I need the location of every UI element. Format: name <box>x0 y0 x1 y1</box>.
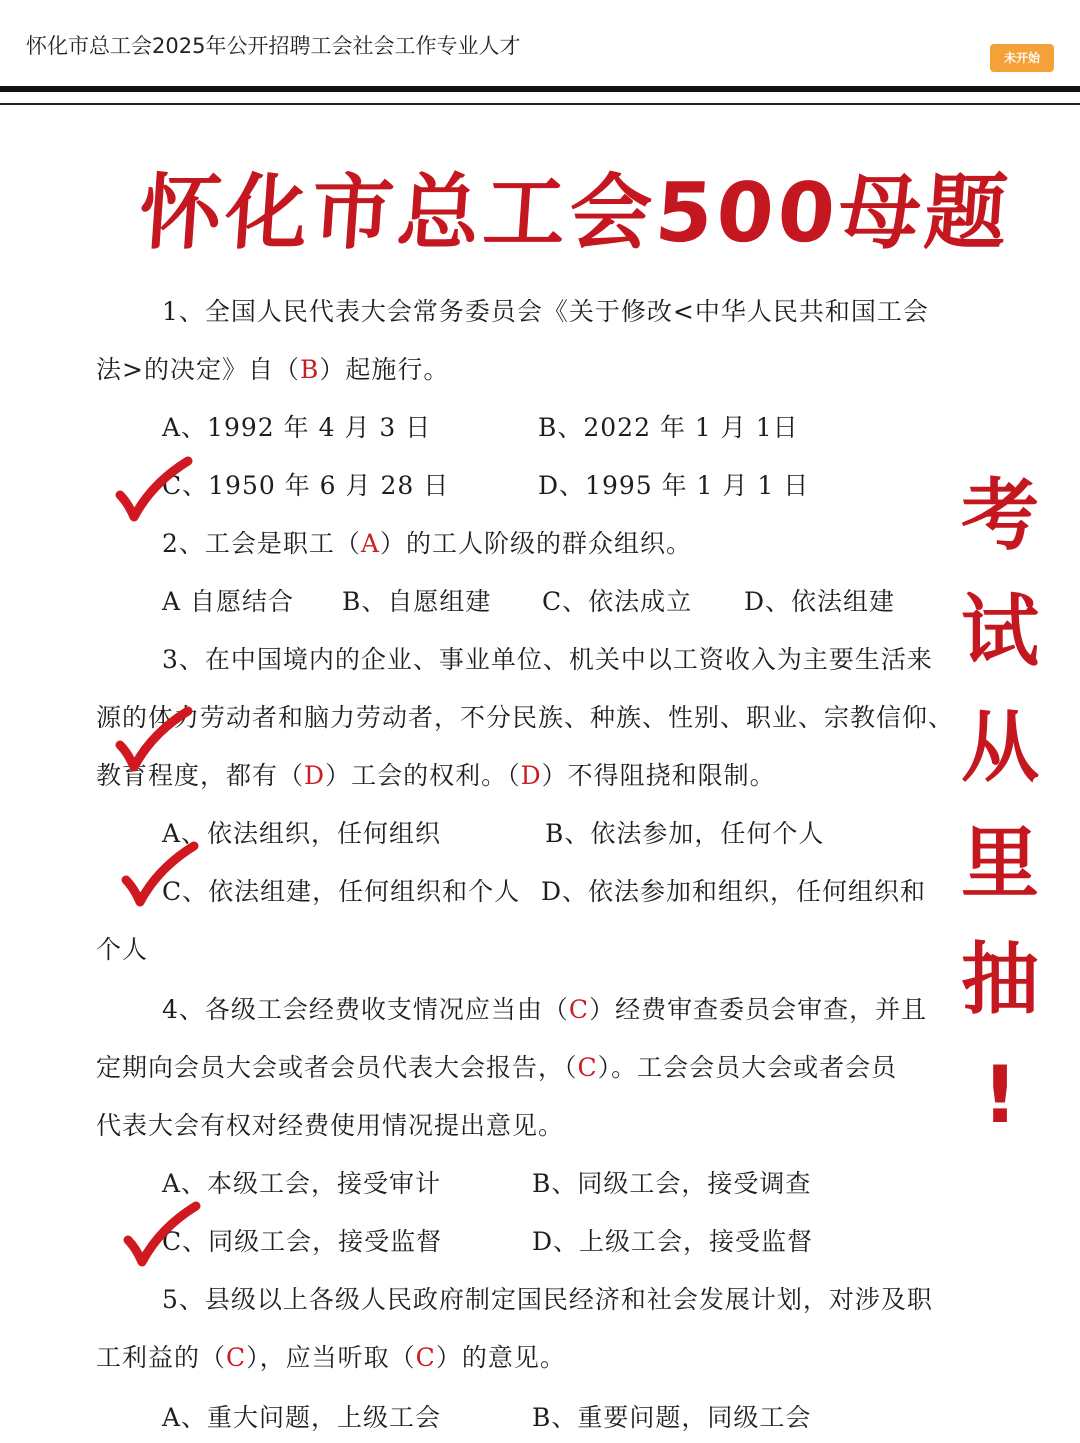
q4-option-b: B、同级工会，接受调查 <box>532 1169 812 1198</box>
app-header <box>0 0 1080 86</box>
q5-option-a: A、重大问题，上级工会 <box>162 1403 442 1432</box>
q3-stem-line-3 <box>96 756 776 792</box>
q3-option-d-continued: 个人 <box>96 935 149 964</box>
q4-answer-1: C <box>568 995 590 1024</box>
q5-stem-line-2 <box>96 1338 566 1374</box>
q1-stem-line-1: 1、全国人民代表大会常务委员会《关于修改<中华人民共和国工会 <box>162 297 929 326</box>
q4-stem-pre-2: 定期向会员大会或者会员代表大会报告，（ <box>96 1053 578 1082</box>
q5-option-b: B、重要问题，同级工会 <box>532 1403 812 1432</box>
q5-answer-2: C <box>415 1343 436 1372</box>
q4-option-d: D、上级工会，接受监督 <box>532 1227 814 1256</box>
side-note-char: 里 <box>960 819 1039 909</box>
q5-stem-post: ）的意见。 <box>435 1343 566 1372</box>
q1-stem-line-2 <box>96 350 449 386</box>
q1-option-d: D、1995 年 1 月 1 日 <box>538 471 810 500</box>
q3-stem-line-2: 源的体力劳动者和脑力劳动者，不分民族、种族、性别、职业、宗教信仰、 <box>96 703 955 732</box>
q2-stem-post: ）的工人阶级的群众组织。 <box>379 529 692 558</box>
q1-answer: B <box>299 355 320 384</box>
q2-option-c: C、依法成立 <box>542 587 693 616</box>
q4-option-a: A、本级工会，接受审计 <box>162 1169 442 1198</box>
q1-option-c: C、1950 年 6 月 28 日 <box>162 471 450 500</box>
q2-stem-pre: 2、工会是职工（ <box>162 529 361 558</box>
check-mark-icon <box>112 705 194 775</box>
q4-stem-line-2 <box>96 1048 897 1084</box>
side-note-char: 试 <box>960 587 1039 677</box>
status-badge[interactable]: 未开始 <box>990 44 1054 72</box>
check-mark-icon <box>118 840 200 910</box>
q3-answer-2: D <box>520 761 542 790</box>
q5-stem-pre: 工利益的（ <box>96 1343 227 1372</box>
q3-stem-line-1: 3、在中国境内的企业、事业单位、机关中以工资收入为主要生活来 <box>162 645 933 674</box>
q2-stem <box>162 524 692 560</box>
header-divider-thin <box>0 103 1080 105</box>
document-title: 怀化市总工会500母题 <box>136 166 1015 261</box>
q5-stem-line-1: 5、县级以上各级人民政府制定国民经济和社会发展计划，对涉及职 <box>162 1285 933 1314</box>
q4-stem-pre: 4、各级工会经费收支情况应当由（ <box>162 995 569 1024</box>
q2-option-b: B、自愿组建 <box>342 587 492 616</box>
q4-option-c: C、同级工会，接受监督 <box>162 1227 443 1256</box>
q4-stem-line-3: 代表大会有权对经费使用情况提出意见。 <box>96 1111 565 1140</box>
q2-option-d: D、依法组建 <box>744 587 896 616</box>
q2-answer: A <box>360 529 380 558</box>
header-divider-thick <box>0 86 1080 92</box>
header-title: 怀化市总工会2025年公开招聘工会社会工作专业人才 <box>26 34 521 58</box>
q1-stem-post: ）起施行。 <box>319 355 450 384</box>
q3-stem-pre: 教育程度，都有（ <box>96 761 305 790</box>
q1-stem-pre: 法>的决定》自（ <box>96 355 300 384</box>
side-note-char: ! <box>982 1051 1018 1141</box>
q3-option-d: D、依法参加和组织，任何组织和 <box>541 877 927 906</box>
q3-option-a: A、依法组织，任何组织 <box>162 819 442 848</box>
side-note-char: 抽 <box>960 935 1039 1025</box>
q3-stem-post: ）不得阻挠和限制。 <box>541 761 776 790</box>
q3-option-b: B、依法参加，任何个人 <box>545 819 825 848</box>
q3-answer-1: D <box>304 761 326 790</box>
q4-answer-2: C <box>577 1053 598 1082</box>
q3-option-c: C、依法组建，任何组织和个人 <box>162 877 521 906</box>
check-mark-icon <box>120 1200 202 1270</box>
q4-stem-post-2: ）。工会会员大会或者会员 <box>597 1053 898 1082</box>
q4-stem-post: ）经费审查委员会审查，并且 <box>589 995 928 1024</box>
q1-option-b: B、2022 年 1 月 1日 <box>538 413 799 442</box>
q2-option-a: A 自愿结合 <box>162 587 295 616</box>
q1-option-a: A、1992 年 4 月 3 日 <box>162 413 432 442</box>
side-handwritten-note <box>955 458 1045 1154</box>
side-note-char: 从 <box>960 703 1039 793</box>
check-mark-icon <box>112 455 194 525</box>
side-note-char: 考 <box>960 471 1039 561</box>
q5-answer-1: C <box>226 1343 247 1372</box>
q3-stem-mid: ）工会的权利。（ <box>325 761 521 790</box>
q5-stem-mid: ），应当听取（ <box>246 1343 416 1372</box>
q4-stem-line-1 <box>162 990 927 1026</box>
